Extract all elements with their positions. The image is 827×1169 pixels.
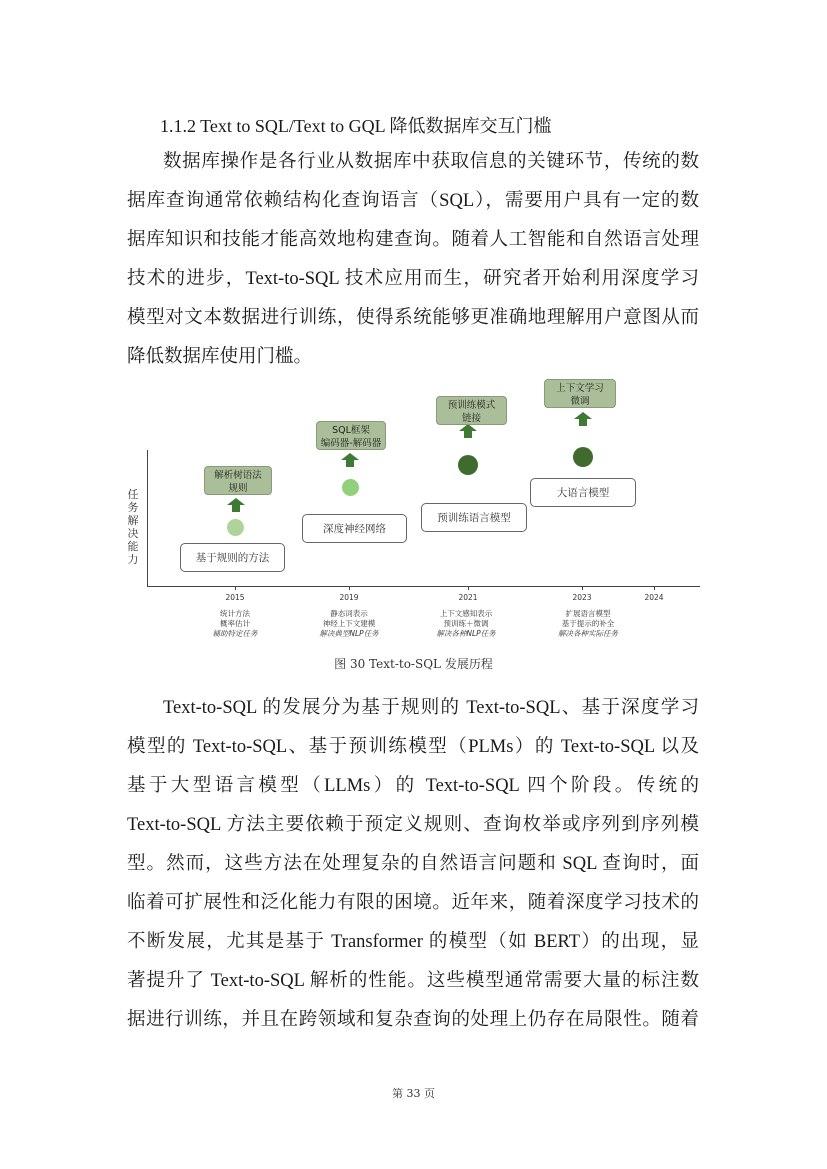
section-heading: 1.1.2 Text to SQL/Text to GQL 降低数据库交互门槛 (160, 116, 552, 136)
paragraph-line: 模型对文本数据进行训练，使得系统能够更准确地理解用户意图从而 (127, 308, 699, 328)
desc-line: 预训练＋微调 (443, 619, 489, 628)
technique-box (316, 421, 386, 450)
x-tick (582, 586, 583, 590)
paragraph-line: 据库查询通常依赖结构化查询语言（SQL），需要用户具有一定的数 (127, 191, 699, 211)
technique-line: SQL框架 (332, 425, 370, 436)
y-axis-label: 任务解决能力 (127, 488, 139, 566)
stage-dot (342, 479, 359, 496)
paragraph-line: 不断发展，尤其是基于 Transformer 的模型（如 BERT）的出现，显 (127, 932, 699, 952)
page-number: 第 33 页 (392, 1087, 435, 1100)
stage-box-plm: 预训练语言模型 (421, 503, 527, 532)
stage-dot (227, 519, 244, 536)
desc-line: 扩展语言模型 (565, 609, 611, 618)
desc-line: 概率估计 (220, 619, 250, 628)
timeline-figure (120, 372, 710, 672)
x-axis (147, 586, 700, 587)
desc-line: 基于提示的补全 (561, 619, 615, 628)
desc-line: 统计方法 (220, 609, 250, 618)
paragraph-line: 据库知识和技能才能高效地构建查询。随着人工智能和自然语言处理 (127, 230, 699, 250)
arrow-up-icon (227, 498, 245, 512)
stage-box-llm: 大语言模型 (530, 478, 636, 507)
technique-line: 微调 (570, 396, 590, 407)
paragraph-line: 降低数据库使用门槛。 (127, 347, 313, 367)
x-tick (654, 586, 655, 590)
year-label: 2015 (225, 593, 245, 602)
figure-caption: 图 30 Text-to-SQL 发展历程 (334, 657, 493, 671)
technique-line: 链接 (461, 413, 481, 424)
year-label: 2024 (644, 593, 664, 602)
intro-paragraph (127, 143, 699, 377)
desc-line: 解决各种NLP任务 (436, 629, 496, 638)
paragraph-line: 临着可扩展性和泛化能力有限的困境。近年来，随着深度学习技术的 (127, 893, 699, 913)
stage-description (528, 609, 648, 639)
desc-line: 神经上下文建模 (322, 619, 376, 628)
stage-dot (573, 447, 593, 467)
technique-box (544, 379, 616, 408)
development-paragraph (127, 689, 699, 1040)
desc-line: 解决典型NLP任务 (319, 629, 379, 638)
paragraph-line: 数据库操作是各行业从数据库中获取信息的关键环节，传统的数 (163, 152, 699, 172)
desc-line: 解决各种实际任务 (558, 629, 618, 638)
x-tick (235, 586, 236, 590)
technique-line: 解析树语法 (214, 470, 262, 481)
year-label: 2019 (339, 593, 359, 602)
paragraph-line: 模型的 Text-to-SQL、基于预训练模型（PLMs）的 Text-to-SQL 以及 (127, 737, 699, 757)
paragraph-line: 技术的进步，Text-to-SQL 技术应用而生，研究者开始利用深度学习 (127, 269, 699, 289)
paragraph-line: Text-to-SQL 方法主要依赖于预定义规则、查询枚举或序列到序列模 (127, 815, 699, 835)
paragraph-line: 基于大型语言模型（LLMs）的 Text-to-SQL 四个阶段。传统的 (127, 776, 699, 796)
arrow-up-icon (341, 453, 359, 467)
technique-box (436, 396, 507, 425)
desc-line: 辅助特定任务 (212, 629, 258, 638)
arrow-up-icon (459, 424, 477, 438)
technique-line: 规则 (228, 483, 248, 494)
technique-line: 上下文学习 (556, 383, 604, 394)
technique-line: 预训练模式 (447, 400, 496, 411)
arrow-up-icon (574, 412, 592, 426)
technique-line: 编码器-解码器 (320, 438, 382, 449)
y-axis (147, 450, 148, 587)
stage-description (175, 609, 295, 639)
year-label: 2021 (458, 593, 478, 602)
stage-dot (458, 455, 478, 475)
x-tick (349, 586, 350, 590)
x-tick (468, 586, 469, 590)
technique-box (204, 466, 272, 495)
stage-description (406, 609, 526, 639)
paragraph-line: 据进行训练，并且在跨领域和复杂查询的处理上仍存在局限性。随着 (127, 1010, 699, 1030)
desc-line: 静态词表示 (330, 609, 368, 618)
year-label: 2023 (572, 593, 592, 602)
paragraph-line: Text-to-SQL 的发展分为基于规则的 Text-to-SQL、基于深度学习 (163, 698, 699, 718)
paragraph-line: 型。然而，这些方法在处理复杂的自然语言问题和 SQL 查询时，面 (127, 854, 699, 874)
stage-box-rules: 基于规则的方法 (180, 543, 285, 572)
desc-line: 上下文感知表示 (439, 609, 493, 618)
stage-description (289, 609, 409, 639)
paragraph-line: 著提升了 Text-to-SQL 解析的性能。这些模型通常需要大量的标注数 (127, 971, 699, 991)
stage-box-dnn: 深度神经网络 (302, 514, 407, 543)
